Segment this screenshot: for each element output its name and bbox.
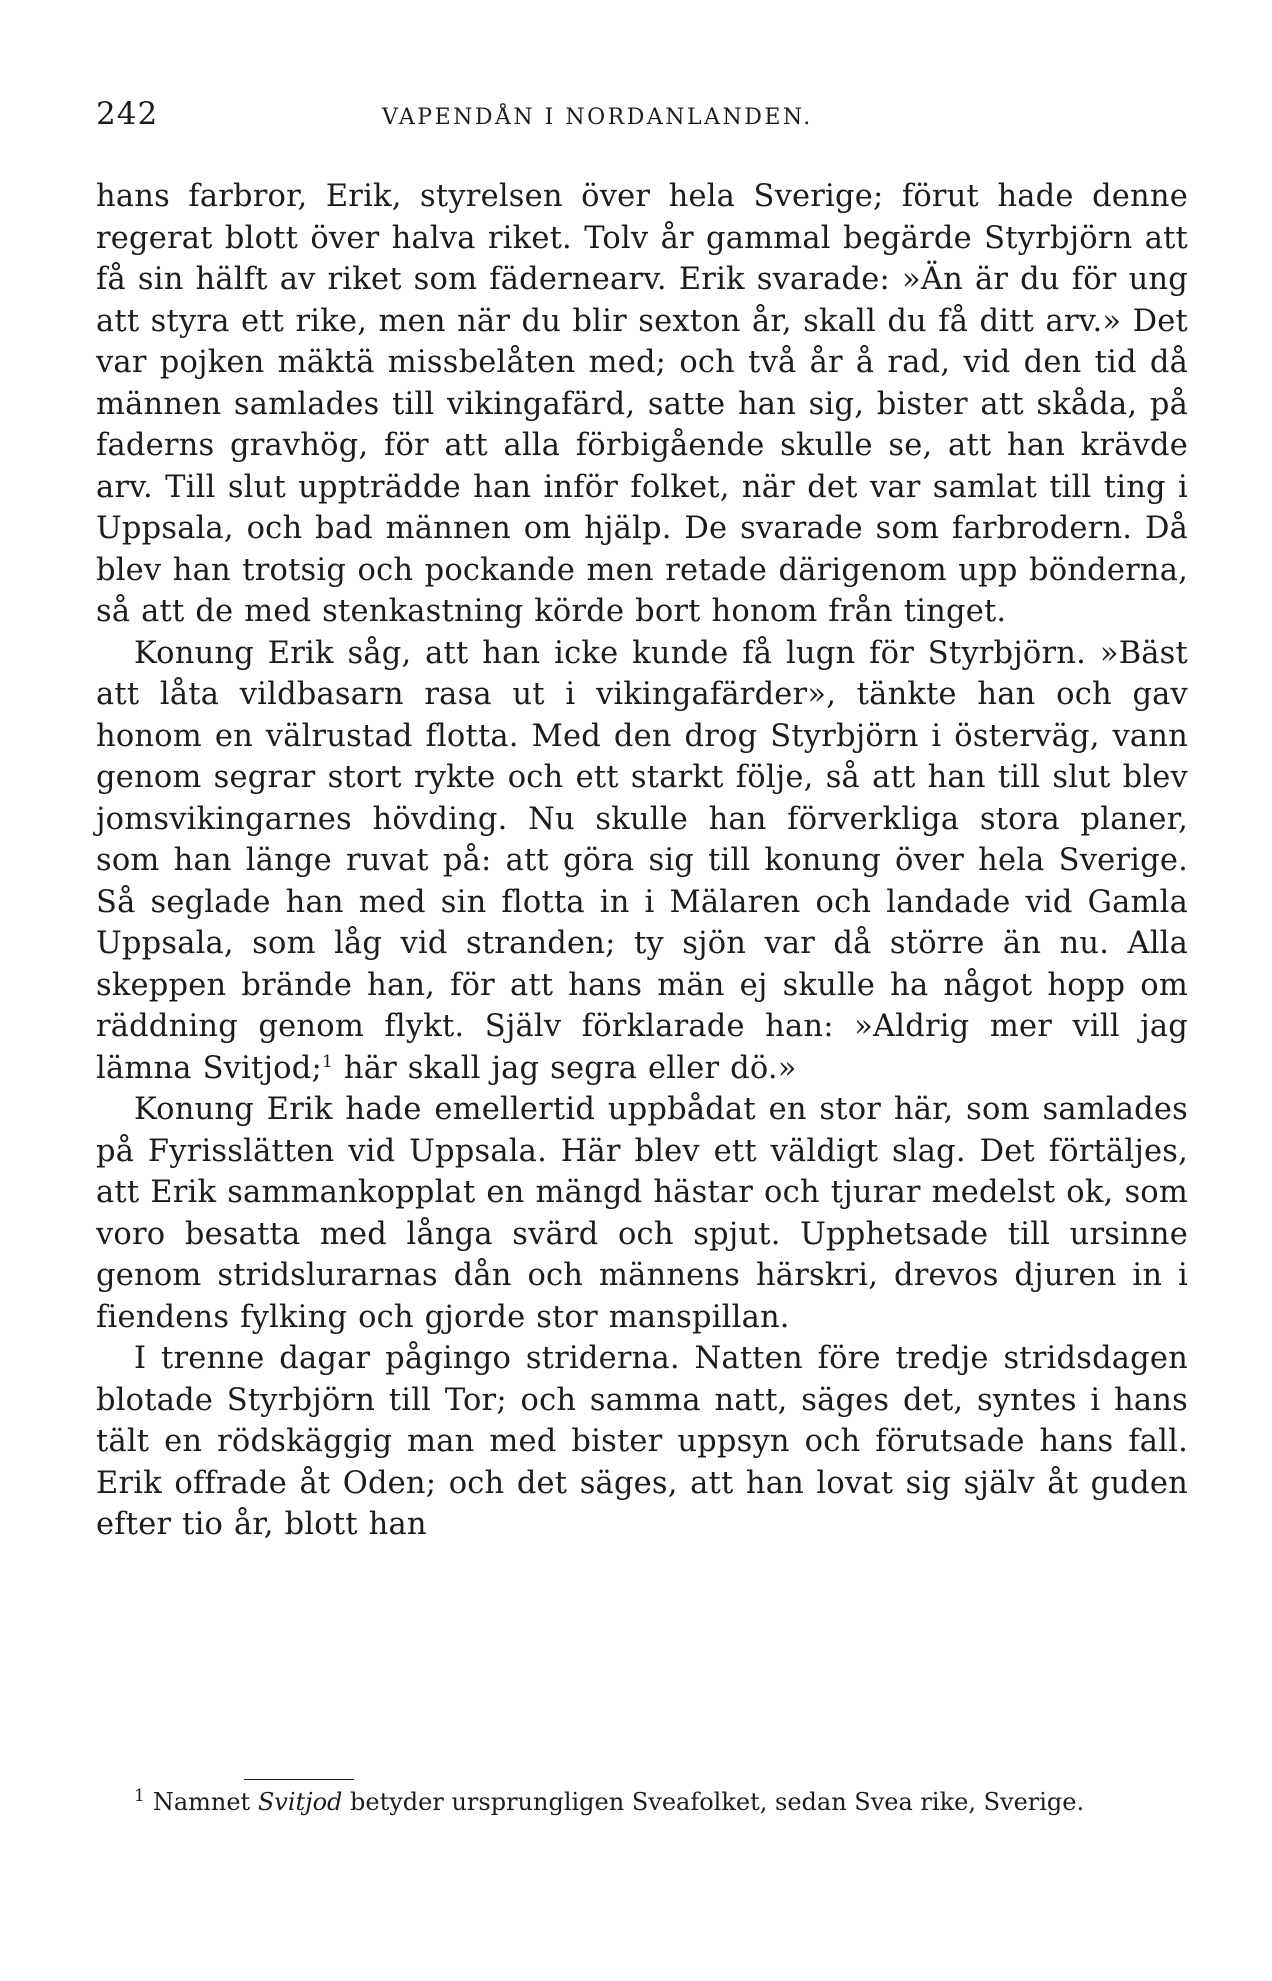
running-title: VAPENDÅN I NORDANLANDEN.	[382, 105, 813, 130]
paragraph-text: Konung Erik såg, att han icke kunde få lugn för Styrbjörn. »Bäst att låta vildbasarn rasa ut i vikingafärder», tänkte han och gav honom en välrustad flotta. Med den drog Styrbjörn i österväg, vann genom segrar stort rykte och ett starkt följe, så att han till slut blev jomsvikingarnes hövding. Nu skulle han förverkliga stora planer, som han länge ruvat på: att göra sig till konung över hela Sverige. Så seglade han med sin flotta in i Mälaren och landade vid Gamla Uppsala, som låg vid stranden; ty sjön var då större än nu. Alla skeppen brände han, för att hans män ej skulle ha något hopp om räddning genom flykt. Själv förklarade han: »Aldrig mer vill jag lämna Svitjod;	[96, 635, 1188, 1086]
footnote-reference: 1	[321, 1051, 333, 1072]
footnote	[96, 1786, 1188, 1818]
footnote-divider	[244, 1779, 354, 1780]
paragraph: I trenne dagar pågingo striderna. Natten före tredje stridsdagen blotade Styrbjörn till Tor; och samma natt, säges det, syntes i hans tält en rödskäggig man med bister uppsyn och förutsade hans fall. Erik offrade åt Oden; och det säges, att han lovat sig själv åt guden efter tio år, blott han	[96, 1341, 1188, 1542]
paragraph-text-continued: här skall jag segra eller dö.»	[332, 1050, 797, 1086]
paragraph: hans farbror, Erik, styrelsen över hela Sverige; förut hade denne regerat blott över halva riket. Tolv år gammal begärde Styrbjörn att få sin hälft av riket som fädernearv. Erik svarade: »Än är du för ung att styra ett rike, men när du blir sexton år, skall du få ditt arv.» Det var pojken mäktä missbelåten med; och två år å rad, vid den tid då männen samlades till vikingafärd, satte han sig, bister att skåda, på faderns gravhög, för att alla förbigående skulle se, att han krävde arv. Till slut uppträdde han inför folket, när det var samlat till ting i Uppsala, och bad männen om hjälp. De svarade som farbrodern. Då blev han trotsig och pockande men retade därigenom upp bönderna, så att de med stenkastning körde bort honom från tinget.	[96, 179, 1188, 629]
page-header	[96, 96, 1196, 136]
footnote-text-before: Namnet	[152, 1788, 258, 1816]
body-text	[96, 176, 1188, 1546]
footnote-text-after: betyder ursprungligen Sveafolket, sedan Svea rike, Sverige.	[342, 1788, 1085, 1816]
footnote-marker: 1	[134, 1786, 145, 1806]
paragraph: Konung Erik hade emellertid uppbådat en stor här, som samlades på Fyrisslätten vid Uppsala. Här blev ett väldigt slag. Det förtäljes, att Erik sammankopplat en mängd hästar och tjurar medelst ok, som voro besatta med långa svärd och spjut. Upphetsade till ursinne genom stridslurarnas dån och männens härskri, drevos djuren in i fiendens fylking och gjorde stor manspillan.	[96, 1092, 1188, 1335]
paragraph	[96, 633, 1188, 1090]
footnote-term: Svitjod	[257, 1788, 343, 1816]
page-number: 242	[96, 96, 159, 132]
